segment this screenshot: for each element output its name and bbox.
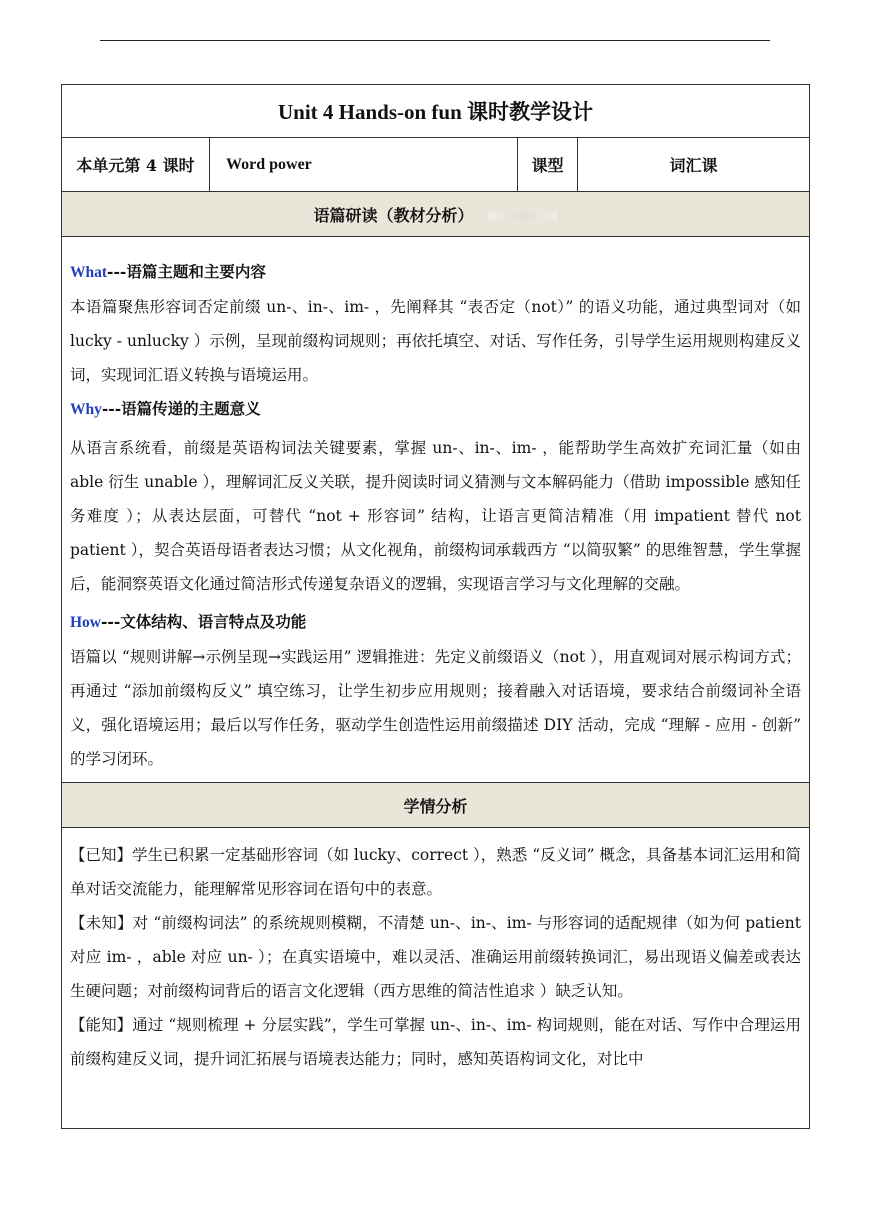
lesson-topic: Word power — [210, 138, 518, 192]
lesson-type-value: 词汇课 — [578, 138, 810, 192]
lesson-plan-table — [61, 84, 810, 1129]
lesson-number-label: 本单元第 4 课时 — [62, 138, 210, 192]
watermark-mark — [488, 212, 558, 220]
why-heading — [70, 392, 801, 427]
why-paragraph: 从语言系统看，前缀是英语构词法关键要素，掌握 un-、in-、im- ，能帮助学生高效扩充词汇量（如由 able 衍生 unable ），理解词汇反义关联，提升阅读时词义猜测与文本解码能力（借助 impossible 感知任务难度 ）；从表达层面，可替代 “not + 形容词” 结构，让语言更简洁精准（用 impatient 替代 not patient ），契合英语母语者表达习惯；从文化视角，前缀构词承载西方 “以简驭繁” 的思维智慧，学生掌握后，能洞察英语文化通过简洁形式传递复杂语义的逻辑，实现语言学习与文化理解的交融。 — [70, 439, 801, 593]
known-paragraph: 【已知】学生已积累一定基础形容词（如 lucky、correct ），熟悉 “反义词” 概念，具备基本词汇运用和简单对话交流能力，能理解常见形容词在语句中的表意。 — [70, 846, 801, 898]
what-paragraph: 本语篇聚焦形容词否定前缀 un-、in-、im- ，先阐释其 “表否定（not）” 的语义功能，通过典型词对（如 lucky - unlucky ）示例，呈现前缀构词规则；再依托填空、对话、写作任务，引导学生运用规则构建反义词，实现词汇语义转换与语境运用。 — [70, 298, 801, 384]
text-analysis-heading — [62, 192, 810, 237]
what-title: ---语篇主题和主要内容 — [107, 262, 266, 281]
able-paragraph: 【能知】通过 “规则梳理 + 分层实践”，学生可掌握 un-、in-、im- 构词规则，能在对话、写作中合理运用前缀构建反义词，提升词汇拓展与语境表达能力；同时，感知英语构词文化，对比中 — [70, 1016, 801, 1068]
what-keyword: What — [70, 264, 108, 281]
lesson-type-label: 课型 — [518, 138, 578, 192]
why-keyword: Why — [70, 401, 102, 418]
header-rule — [100, 40, 770, 41]
text-analysis-heading-label: 语篇研读（教材分析） — [313, 205, 474, 225]
lesson-info-row — [62, 138, 810, 192]
how-keyword: How — [70, 614, 101, 631]
why-title: ---语篇传递的主题意义 — [101, 399, 261, 418]
what-heading — [70, 255, 801, 290]
how-heading — [70, 605, 801, 640]
document-title: Unit 4 Hands-on fun 课时教学设计 — [62, 85, 810, 138]
learner-analysis-heading: 学情分析 — [62, 783, 810, 828]
unknown-paragraph: 【未知】对 “前缀构词法” 的系统规则模糊，不清楚 un-、in-、im- 与形容词的适配规律（如为何 patient 对应 im- ，able 对应 un- ）；在真实语境中，难以灵活、准确运用前缀转换词汇，易出现语义偏差或表达生硬问题；对前缀构词背后的语言文化逻辑（西方思维的简洁性追求 ）缺乏认知。 — [70, 914, 801, 1000]
how-paragraph: 语篇以 “规则讲解→示例呈现→实践运用” 逻辑推进：先定义前缀语义（not ），用直观词对展示构词方式；再通过 “添加前缀构反义” 填空练习，让学生初步应用规则；接着融入对话语境，要求结合前缀词补全语义，强化语境运用；最后以写作任务，驱动学生创造性运用前缀描述 DIY 活动，完成 “理解 - 应用 - 创新” 的学习闭环。 — [70, 648, 801, 768]
text-analysis-body — [62, 237, 810, 783]
learner-analysis-body — [62, 828, 810, 1129]
how-title: ---文体结构、语言特点及功能 — [101, 612, 307, 631]
